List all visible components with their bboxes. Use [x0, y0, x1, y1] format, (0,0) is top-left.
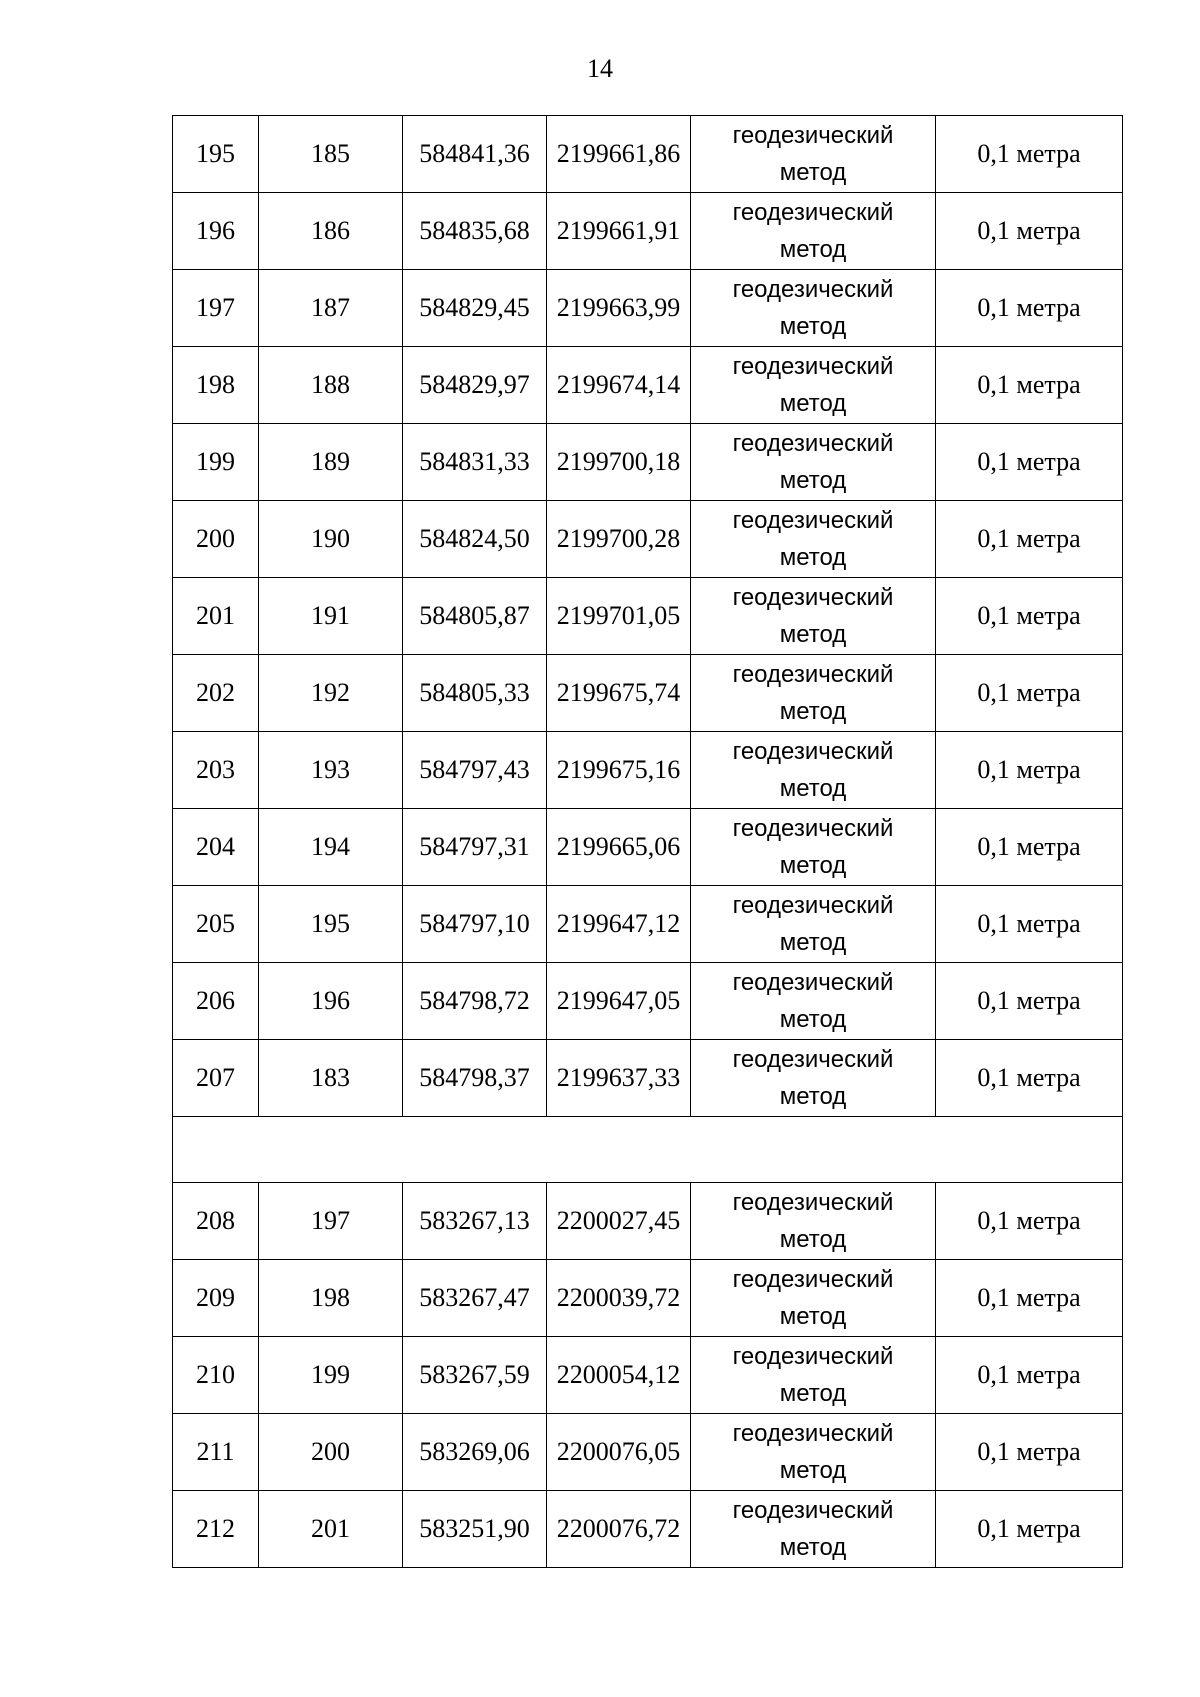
method-line-2: метод: [779, 929, 847, 956]
accuracy-cell: 0,1 метра: [936, 886, 1123, 963]
table-row: [173, 809, 1123, 886]
accuracy-cell: 0,1 метра: [936, 1491, 1123, 1568]
method-line-2: метод: [779, 1457, 847, 1484]
row-number-cell: 210: [173, 1337, 259, 1414]
method-line-2: метод: [779, 159, 847, 186]
y-coordinate-cell: 2200054,12: [547, 1337, 691, 1414]
x-coordinate-cell: 584798,37: [403, 1040, 547, 1117]
table-row: [173, 886, 1123, 963]
accuracy-cell: 0,1 метра: [936, 193, 1123, 270]
method-line-1: геодезический: [732, 1189, 894, 1216]
method-line-2: метод: [779, 1534, 847, 1561]
row-number-cell: 202: [173, 655, 259, 732]
y-coordinate-cell: 2200027,45: [547, 1183, 691, 1260]
x-coordinate-cell: 583267,13: [403, 1183, 547, 1260]
method-line-1: геодезический: [732, 122, 894, 149]
row-number-cell: 198: [173, 347, 259, 424]
accuracy-cell: 0,1 метра: [936, 1260, 1123, 1337]
accuracy-cell: 0,1 метра: [936, 655, 1123, 732]
table-row: [173, 655, 1123, 732]
method-line-2: метод: [779, 544, 847, 571]
table-row: [173, 424, 1123, 501]
table-row: [173, 1040, 1123, 1117]
method-cell: [691, 963, 936, 1040]
method-line-2: метод: [779, 390, 847, 417]
method-cell: [691, 1491, 936, 1568]
method-line-1: геодезический: [732, 661, 894, 688]
y-coordinate-cell: 2199700,28: [547, 501, 691, 578]
method-line-2: метод: [779, 1380, 847, 1407]
method-line-1: геодезический: [732, 1420, 894, 1447]
method-line-1: геодезический: [732, 892, 894, 919]
row-number-cell: 199: [173, 424, 259, 501]
accuracy-cell: 0,1 метра: [936, 347, 1123, 424]
row-number-cell: 200: [173, 501, 259, 578]
row-number-cell: 195: [173, 116, 259, 193]
method-line-1: геодезический: [732, 276, 894, 303]
accuracy-cell: 0,1 метра: [936, 578, 1123, 655]
x-coordinate-cell: 583267,59: [403, 1337, 547, 1414]
method-line-2: метод: [779, 313, 847, 340]
table-row: [173, 1491, 1123, 1568]
method-cell: [691, 886, 936, 963]
x-coordinate-cell: 584805,33: [403, 655, 547, 732]
x-coordinate-cell: 584797,43: [403, 732, 547, 809]
row-number-cell: 212: [173, 1491, 259, 1568]
row-number-cell: 207: [173, 1040, 259, 1117]
table-row: [173, 116, 1123, 193]
method-line-1: геодезический: [732, 584, 894, 611]
point-number-cell: 187: [259, 270, 403, 347]
table-row: [173, 1260, 1123, 1337]
method-cell: [691, 1040, 936, 1117]
x-coordinate-cell: 583267,47: [403, 1260, 547, 1337]
accuracy-cell: 0,1 метра: [936, 963, 1123, 1040]
x-coordinate-cell: 584835,68: [403, 193, 547, 270]
point-number-cell: 201: [259, 1491, 403, 1568]
table-row: [173, 193, 1123, 270]
x-coordinate-cell: 583269,06: [403, 1414, 547, 1491]
method-line-2: метод: [779, 621, 847, 648]
y-coordinate-cell: 2199700,18: [547, 424, 691, 501]
point-number-cell: 198: [259, 1260, 403, 1337]
y-coordinate-cell: 2200039,72: [547, 1260, 691, 1337]
accuracy-cell: 0,1 метра: [936, 1183, 1123, 1260]
method-line-2: метод: [779, 236, 847, 263]
y-coordinate-cell: 2199661,91: [547, 193, 691, 270]
x-coordinate-cell: 584798,72: [403, 963, 547, 1040]
method-cell: [691, 809, 936, 886]
row-number-cell: 211: [173, 1414, 259, 1491]
method-cell: [691, 655, 936, 732]
accuracy-cell: 0,1 метра: [936, 270, 1123, 347]
point-number-cell: 197: [259, 1183, 403, 1260]
method-line-1: геодезический: [732, 1266, 894, 1293]
point-number-cell: 193: [259, 732, 403, 809]
accuracy-cell: 0,1 метра: [936, 1414, 1123, 1491]
method-line-1: геодезический: [732, 430, 894, 457]
point-number-cell: 185: [259, 116, 403, 193]
method-line-1: геодезический: [732, 1497, 894, 1524]
y-coordinate-cell: 2199665,06: [547, 809, 691, 886]
accuracy-cell: 0,1 метра: [936, 809, 1123, 886]
section-separator-row: [173, 1117, 1123, 1183]
y-coordinate-cell: 2199675,74: [547, 655, 691, 732]
x-coordinate-cell: 584797,31: [403, 809, 547, 886]
table-row: [173, 1337, 1123, 1414]
table-row: [173, 1183, 1123, 1260]
method-cell: [691, 501, 936, 578]
row-number-cell: 209: [173, 1260, 259, 1337]
method-line-1: геодезический: [732, 815, 894, 842]
y-coordinate-cell: 2199701,05: [547, 578, 691, 655]
point-number-cell: 200: [259, 1414, 403, 1491]
method-line-1: геодезический: [732, 199, 894, 226]
row-number-cell: 196: [173, 193, 259, 270]
x-coordinate-cell: 584824,50: [403, 501, 547, 578]
method-line-2: метод: [779, 852, 847, 879]
method-cell: [691, 424, 936, 501]
method-cell: [691, 193, 936, 270]
x-coordinate-cell: 584831,33: [403, 424, 547, 501]
row-number-cell: 205: [173, 886, 259, 963]
method-line-1: геодезический: [732, 353, 894, 380]
method-cell: [691, 1183, 936, 1260]
table-row: [173, 270, 1123, 347]
method-line-1: геодезический: [732, 507, 894, 534]
x-coordinate-cell: 584829,45: [403, 270, 547, 347]
table-row: [173, 1414, 1123, 1491]
point-number-cell: 196: [259, 963, 403, 1040]
method-line-2: метод: [779, 1226, 847, 1253]
accuracy-cell: 0,1 метра: [936, 116, 1123, 193]
point-number-cell: 191: [259, 578, 403, 655]
method-line-2: метод: [779, 1006, 847, 1033]
method-line-2: метод: [779, 467, 847, 494]
point-number-cell: 190: [259, 501, 403, 578]
method-line-2: метод: [779, 1303, 847, 1330]
y-coordinate-cell: 2199637,33: [547, 1040, 691, 1117]
y-coordinate-cell: 2199661,86: [547, 116, 691, 193]
x-coordinate-cell: 583251,90: [403, 1491, 547, 1568]
method-cell: [691, 578, 936, 655]
section-separator-cell: [173, 1117, 1123, 1183]
coordinates-table-body: [173, 116, 1123, 1568]
y-coordinate-cell: 2200076,72: [547, 1491, 691, 1568]
table-row: [173, 732, 1123, 809]
y-coordinate-cell: 2199663,99: [547, 270, 691, 347]
method-cell: [691, 1414, 936, 1491]
accuracy-cell: 0,1 метра: [936, 424, 1123, 501]
y-coordinate-cell: 2200076,05: [547, 1414, 691, 1491]
method-cell: [691, 1337, 936, 1414]
method-line-2: метод: [779, 698, 847, 725]
method-line-1: геодезический: [732, 738, 894, 765]
x-coordinate-cell: 584829,97: [403, 347, 547, 424]
accuracy-cell: 0,1 метра: [936, 1337, 1123, 1414]
point-number-cell: 189: [259, 424, 403, 501]
method-cell: [691, 270, 936, 347]
table-row: [173, 501, 1123, 578]
method-cell: [691, 347, 936, 424]
row-number-cell: 197: [173, 270, 259, 347]
point-number-cell: 186: [259, 193, 403, 270]
row-number-cell: 201: [173, 578, 259, 655]
point-number-cell: 188: [259, 347, 403, 424]
row-number-cell: 208: [173, 1183, 259, 1260]
table-row: [173, 347, 1123, 424]
method-line-1: геодезический: [732, 969, 894, 996]
y-coordinate-cell: 2199675,16: [547, 732, 691, 809]
x-coordinate-cell: 584841,36: [403, 116, 547, 193]
point-number-cell: 195: [259, 886, 403, 963]
row-number-cell: 206: [173, 963, 259, 1040]
accuracy-cell: 0,1 метра: [936, 732, 1123, 809]
point-number-cell: 194: [259, 809, 403, 886]
method-line-2: метод: [779, 775, 847, 802]
point-number-cell: 199: [259, 1337, 403, 1414]
method-cell: [691, 732, 936, 809]
method-cell: [691, 1260, 936, 1337]
table-row: [173, 578, 1123, 655]
method-line-1: геодезический: [732, 1046, 894, 1073]
x-coordinate-cell: 584805,87: [403, 578, 547, 655]
method-line-1: геодезический: [732, 1343, 894, 1370]
accuracy-cell: 0,1 метра: [936, 501, 1123, 578]
page-number: 14: [587, 54, 613, 83]
row-number-cell: 203: [173, 732, 259, 809]
coordinates-table: [172, 115, 1123, 1568]
point-number-cell: 192: [259, 655, 403, 732]
table-row: [173, 963, 1123, 1040]
x-coordinate-cell: 584797,10: [403, 886, 547, 963]
y-coordinate-cell: 2199674,14: [547, 347, 691, 424]
row-number-cell: 204: [173, 809, 259, 886]
y-coordinate-cell: 2199647,12: [547, 886, 691, 963]
method-line-2: метод: [779, 1083, 847, 1110]
method-cell: [691, 116, 936, 193]
point-number-cell: 183: [259, 1040, 403, 1117]
y-coordinate-cell: 2199647,05: [547, 963, 691, 1040]
accuracy-cell: 0,1 метра: [936, 1040, 1123, 1117]
